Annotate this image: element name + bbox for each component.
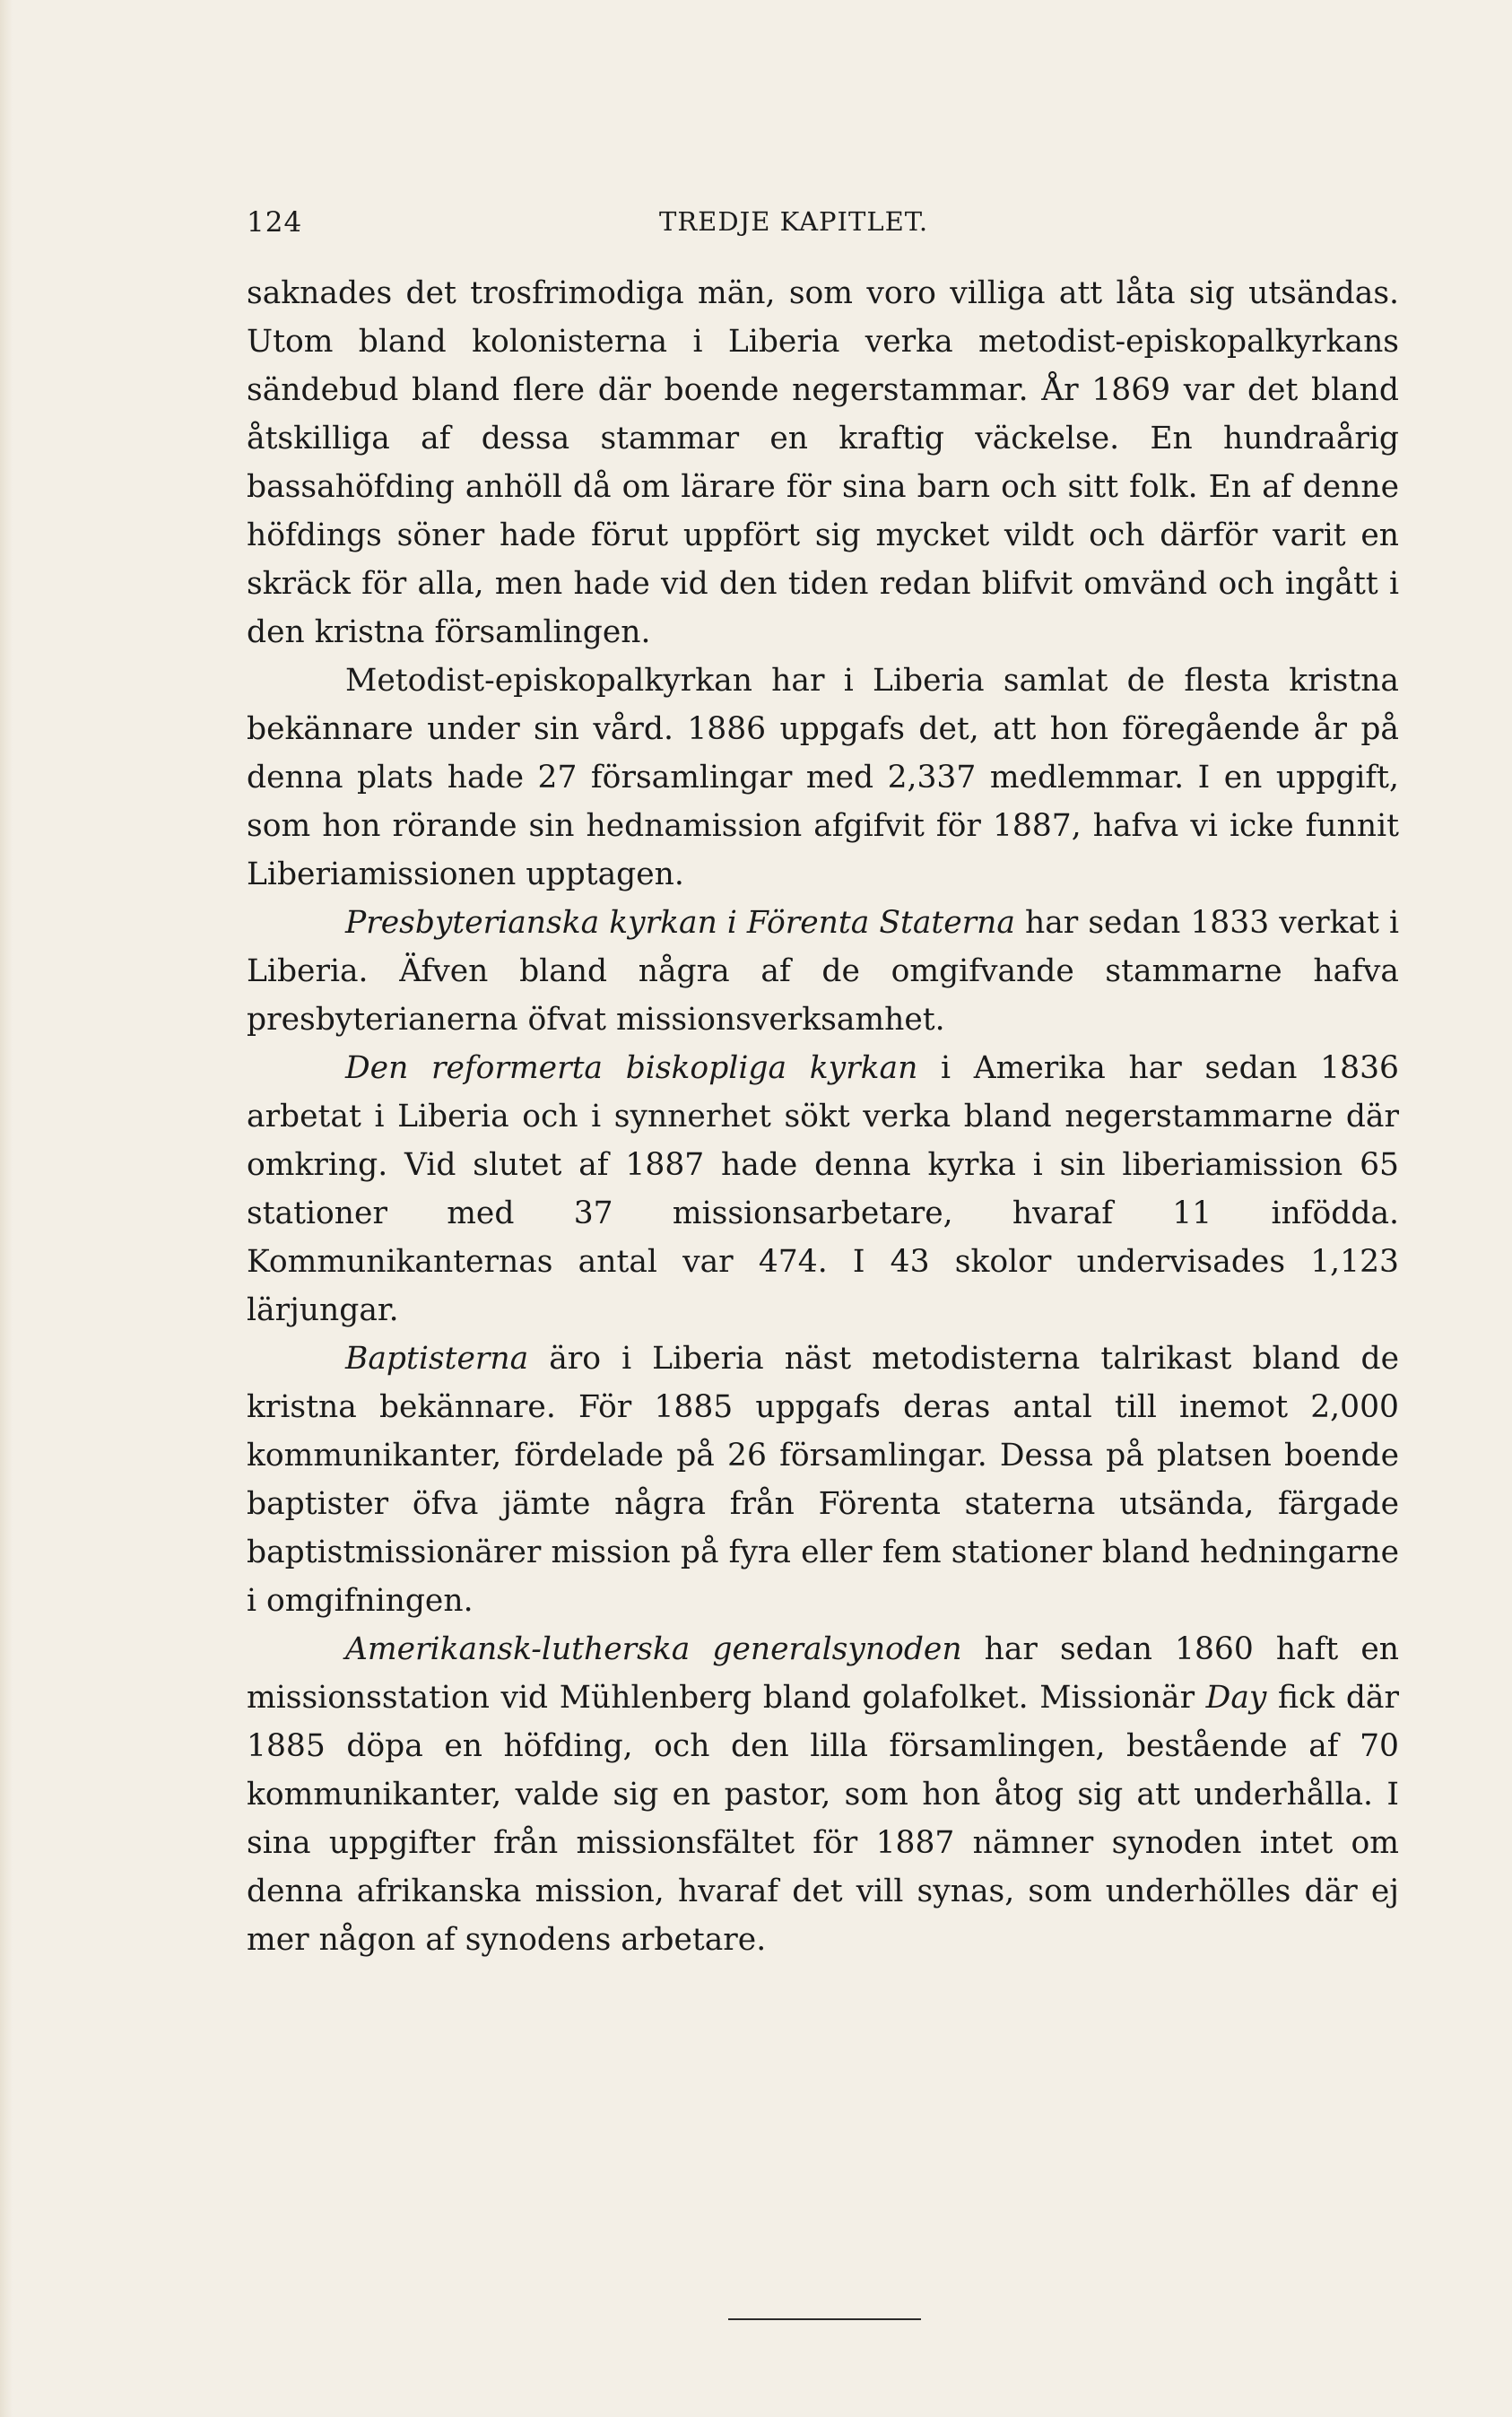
italic-person-name: Day [1205, 1680, 1267, 1716]
paragraph-5 [247, 1335, 1399, 1625]
running-head: TREDJE KAPITLET. [659, 206, 929, 237]
page-header [247, 206, 1403, 242]
italic-church-name: Baptisterna [345, 1341, 529, 1377]
paragraph-1 [247, 269, 1399, 656]
paragraph-text: i Amerika har sedan 1836 arbetat i Liberia och i synnerhet sökt verka bland negerstammarne där omkring. Vid slutet af 1887 hade denna kyrka i sin liberiamission 65 stationer med 37 missionsarbetare, hvaraf 11 infödda. Kommunikanternas antal var 474. I 43 skolor undervisades 1,123 lärjungar. [247, 1050, 1399, 1328]
italic-church-name: Den reformerta biskopliga kyrkan [345, 1050, 918, 1086]
body-text [247, 269, 1399, 1964]
paragraph-text: Metodist-episkopalkyrkan har i Liberia samlat de flesta kristna bekännare under sin vård. 1886 uppgafs det, att hon föregående år på denna plats hade 27 församlingar med 2,337 medlemmar. I en uppgift, som hon rörande sin hednamission afgifvit för 1887, hafva vi icke funnit Liberiamissionen upptagen. [247, 663, 1399, 892]
italic-church-name: Amerikansk-lutherska generalsynoden [345, 1631, 962, 1667]
paragraph-text: fick där 1885 döpa en höfding, och den lilla församlingen, bestående af 70 kommunikanter, valde sig en pastor, som hon åtog sig att underhålla. I sina uppgifter från missionsfältet för 1887 nämner synoden intet om denna afrikanska mission, hvaraf det vill synas, som underhölles där ej mer någon af synodens arbetare. [247, 1680, 1399, 1958]
paragraph-text: har sedan 1833 verkat i Liberia. Äfven bland några af de omgifvande stammarne hafva presbyterianerna öfvat missionsverksamhet. [247, 905, 1400, 1038]
paragraph-text: saknades det trosfrimodiga män, som voro villiga att låta sig utsändas. Utom bland kolonisterna i Liberia verka metodist-episkopalkyrkans sändebud bland flere där boende negerstammar. År 1869 var det bland åtskilliga af dessa stammar en kraftig väckelse. En hundraårig bassahöfding anhöll då om lärare för sina barn och sitt folk. En af denne höfdings söner hade förut uppfört sig mycket vildt och därför varit en skräck för alla, men hade vid den tiden redan blifvit omvänd och ingått i den kristna församlingen. [247, 275, 1399, 650]
paragraph-3 [247, 899, 1399, 1044]
paragraph-2 [247, 656, 1399, 899]
section-end-rule [728, 2318, 921, 2320]
page-edge-shadow [0, 0, 13, 2417]
paragraph-6 [247, 1625, 1399, 1964]
paragraph-text: äro i Liberia näst metodisterna talrikast bland de kristna bekännare. För 1885 uppgafs deras antal till inemot 2,000 kommunikanter, fördelade på 26 församlingar. Dessa på platsen boende baptister öfva jämte några från Förenta staterna utsända, färgade baptistmissionärer mission på fyra eller fem stationer bland hedningarne i omgifningen. [247, 1341, 1399, 1619]
paragraph-4 [247, 1044, 1399, 1335]
page-number: 124 [247, 206, 303, 239]
paragraph-text: har sedan 1860 haft en missionsstation vid Mühlenberg bland golafolket. Missionär [247, 1631, 1399, 1716]
italic-church-name: Presbyterianska kyrkan i Förenta Staterna [345, 905, 1015, 941]
